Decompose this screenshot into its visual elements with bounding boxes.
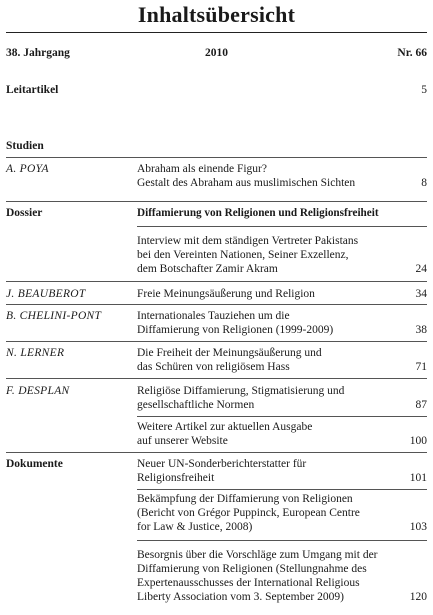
page-number: 34 bbox=[415, 288, 427, 300]
entry-line: bei den Vereinten Nationen, Seiner Exzellenz, bbox=[137, 249, 349, 261]
entry-line: (Bericht von Grégor Puppinck, European Centre bbox=[137, 507, 360, 519]
divider bbox=[137, 416, 427, 417]
entry-line: Diffamierung von Religionen (Stellungnahme des bbox=[137, 563, 367, 575]
page-number: 71 bbox=[415, 361, 427, 373]
entry-line: Liberty Association vom 3. September 2009) bbox=[137, 591, 344, 603]
toc-entry-interview bbox=[137, 234, 399, 276]
author-beauberot: J. BEAUBEROT bbox=[6, 288, 86, 300]
entry-line: Diffamierung von Religionen (1999-2009) bbox=[137, 324, 334, 336]
entry-line: gesellschaftliche Normen bbox=[137, 399, 255, 411]
author-chelini-pont: B. CHELINI-PONT bbox=[6, 310, 102, 322]
volume-label: 38. Jahrgang bbox=[6, 47, 70, 59]
divider bbox=[6, 341, 427, 342]
toc-entry-beauberot: Freie Meinungsäußerung und Religion bbox=[137, 288, 315, 300]
entry-line: Weitere Artikel zur aktuellen Ausgabe bbox=[137, 421, 313, 433]
entry-line: auf unserer Website bbox=[137, 435, 228, 447]
entry-line: Bekämpfung der Diffamierung von Religionen bbox=[137, 493, 353, 505]
toc-entry-chelini-pont bbox=[137, 309, 389, 337]
entry-line: dem Botschafter Zamir Akram bbox=[137, 263, 278, 275]
entry-line: Expertenausschusses der International Religious bbox=[137, 577, 360, 589]
toc-entry-poya bbox=[137, 162, 389, 190]
page-number: 87 bbox=[415, 399, 427, 411]
toc-entry-lerner bbox=[137, 346, 389, 374]
title-rule bbox=[6, 32, 427, 33]
entry-line: Die Freiheit der Meinungsäußerung und bbox=[137, 347, 322, 359]
page-number: 5 bbox=[421, 84, 427, 96]
dossier-title: Diffamierung von Religionen und Religionsfreiheit bbox=[137, 207, 379, 219]
toc-entry-desplan bbox=[137, 384, 389, 412]
page-number: 120 bbox=[409, 591, 427, 603]
divider bbox=[137, 489, 427, 490]
author-lerner: N. LERNER bbox=[6, 347, 65, 359]
divider bbox=[6, 281, 427, 282]
divider bbox=[137, 226, 427, 227]
divider bbox=[6, 157, 427, 158]
issue-label: Nr. 66 bbox=[397, 47, 427, 59]
section-dokumente: Dokumente bbox=[6, 458, 63, 470]
section-dossier: Dossier bbox=[6, 207, 43, 219]
page-number: 38 bbox=[415, 324, 427, 336]
page-number: 103 bbox=[409, 521, 427, 533]
entry-line: Gestalt des Abraham aus muslimischen Sichten bbox=[137, 177, 356, 189]
entry-line: Internationales Tauziehen um die bbox=[137, 310, 290, 322]
year-label: 2010 bbox=[205, 47, 228, 59]
divider bbox=[6, 452, 427, 453]
section-leitartikel: Leitartikel bbox=[6, 84, 59, 96]
page-number: 24 bbox=[415, 263, 427, 275]
divider bbox=[6, 304, 427, 305]
toc-entry-sonderberichterstatter bbox=[137, 457, 389, 485]
divider bbox=[6, 201, 427, 202]
entry-line: Religionsfreiheit bbox=[137, 472, 215, 484]
page-number: 8 bbox=[421, 177, 427, 189]
page-number: 100 bbox=[409, 435, 427, 447]
entry-line: Neuer UN-Sonderberichterstatter für bbox=[137, 458, 307, 470]
entry-line: das Schüren von religiösem Hass bbox=[137, 361, 290, 373]
entry-line: Interview mit dem ständigen Vertreter Pakistans bbox=[137, 235, 359, 247]
entry-line: Besorgnis über die Vorschläge zum Umgang mit der bbox=[137, 549, 378, 561]
divider bbox=[137, 540, 427, 541]
entry-line: Abraham als einende Figur? bbox=[137, 163, 267, 175]
page-title: Inhaltsübersicht bbox=[137, 2, 296, 27]
page-number: 101 bbox=[409, 472, 427, 484]
toc-entry-besorgnis bbox=[137, 548, 405, 604]
toc-entry-weitere bbox=[137, 420, 389, 448]
entry-line: for Law & Justice, 2008) bbox=[137, 521, 253, 533]
section-studien: Studien bbox=[6, 140, 44, 152]
author-poya: A. POYA bbox=[6, 163, 49, 175]
entry-line: Religiöse Diffamierung, Stigmatisierung und bbox=[137, 385, 345, 397]
toc-entry-bekaempfung bbox=[137, 492, 399, 534]
author-desplan: F. DESPLAN bbox=[6, 385, 70, 397]
divider bbox=[6, 378, 427, 379]
